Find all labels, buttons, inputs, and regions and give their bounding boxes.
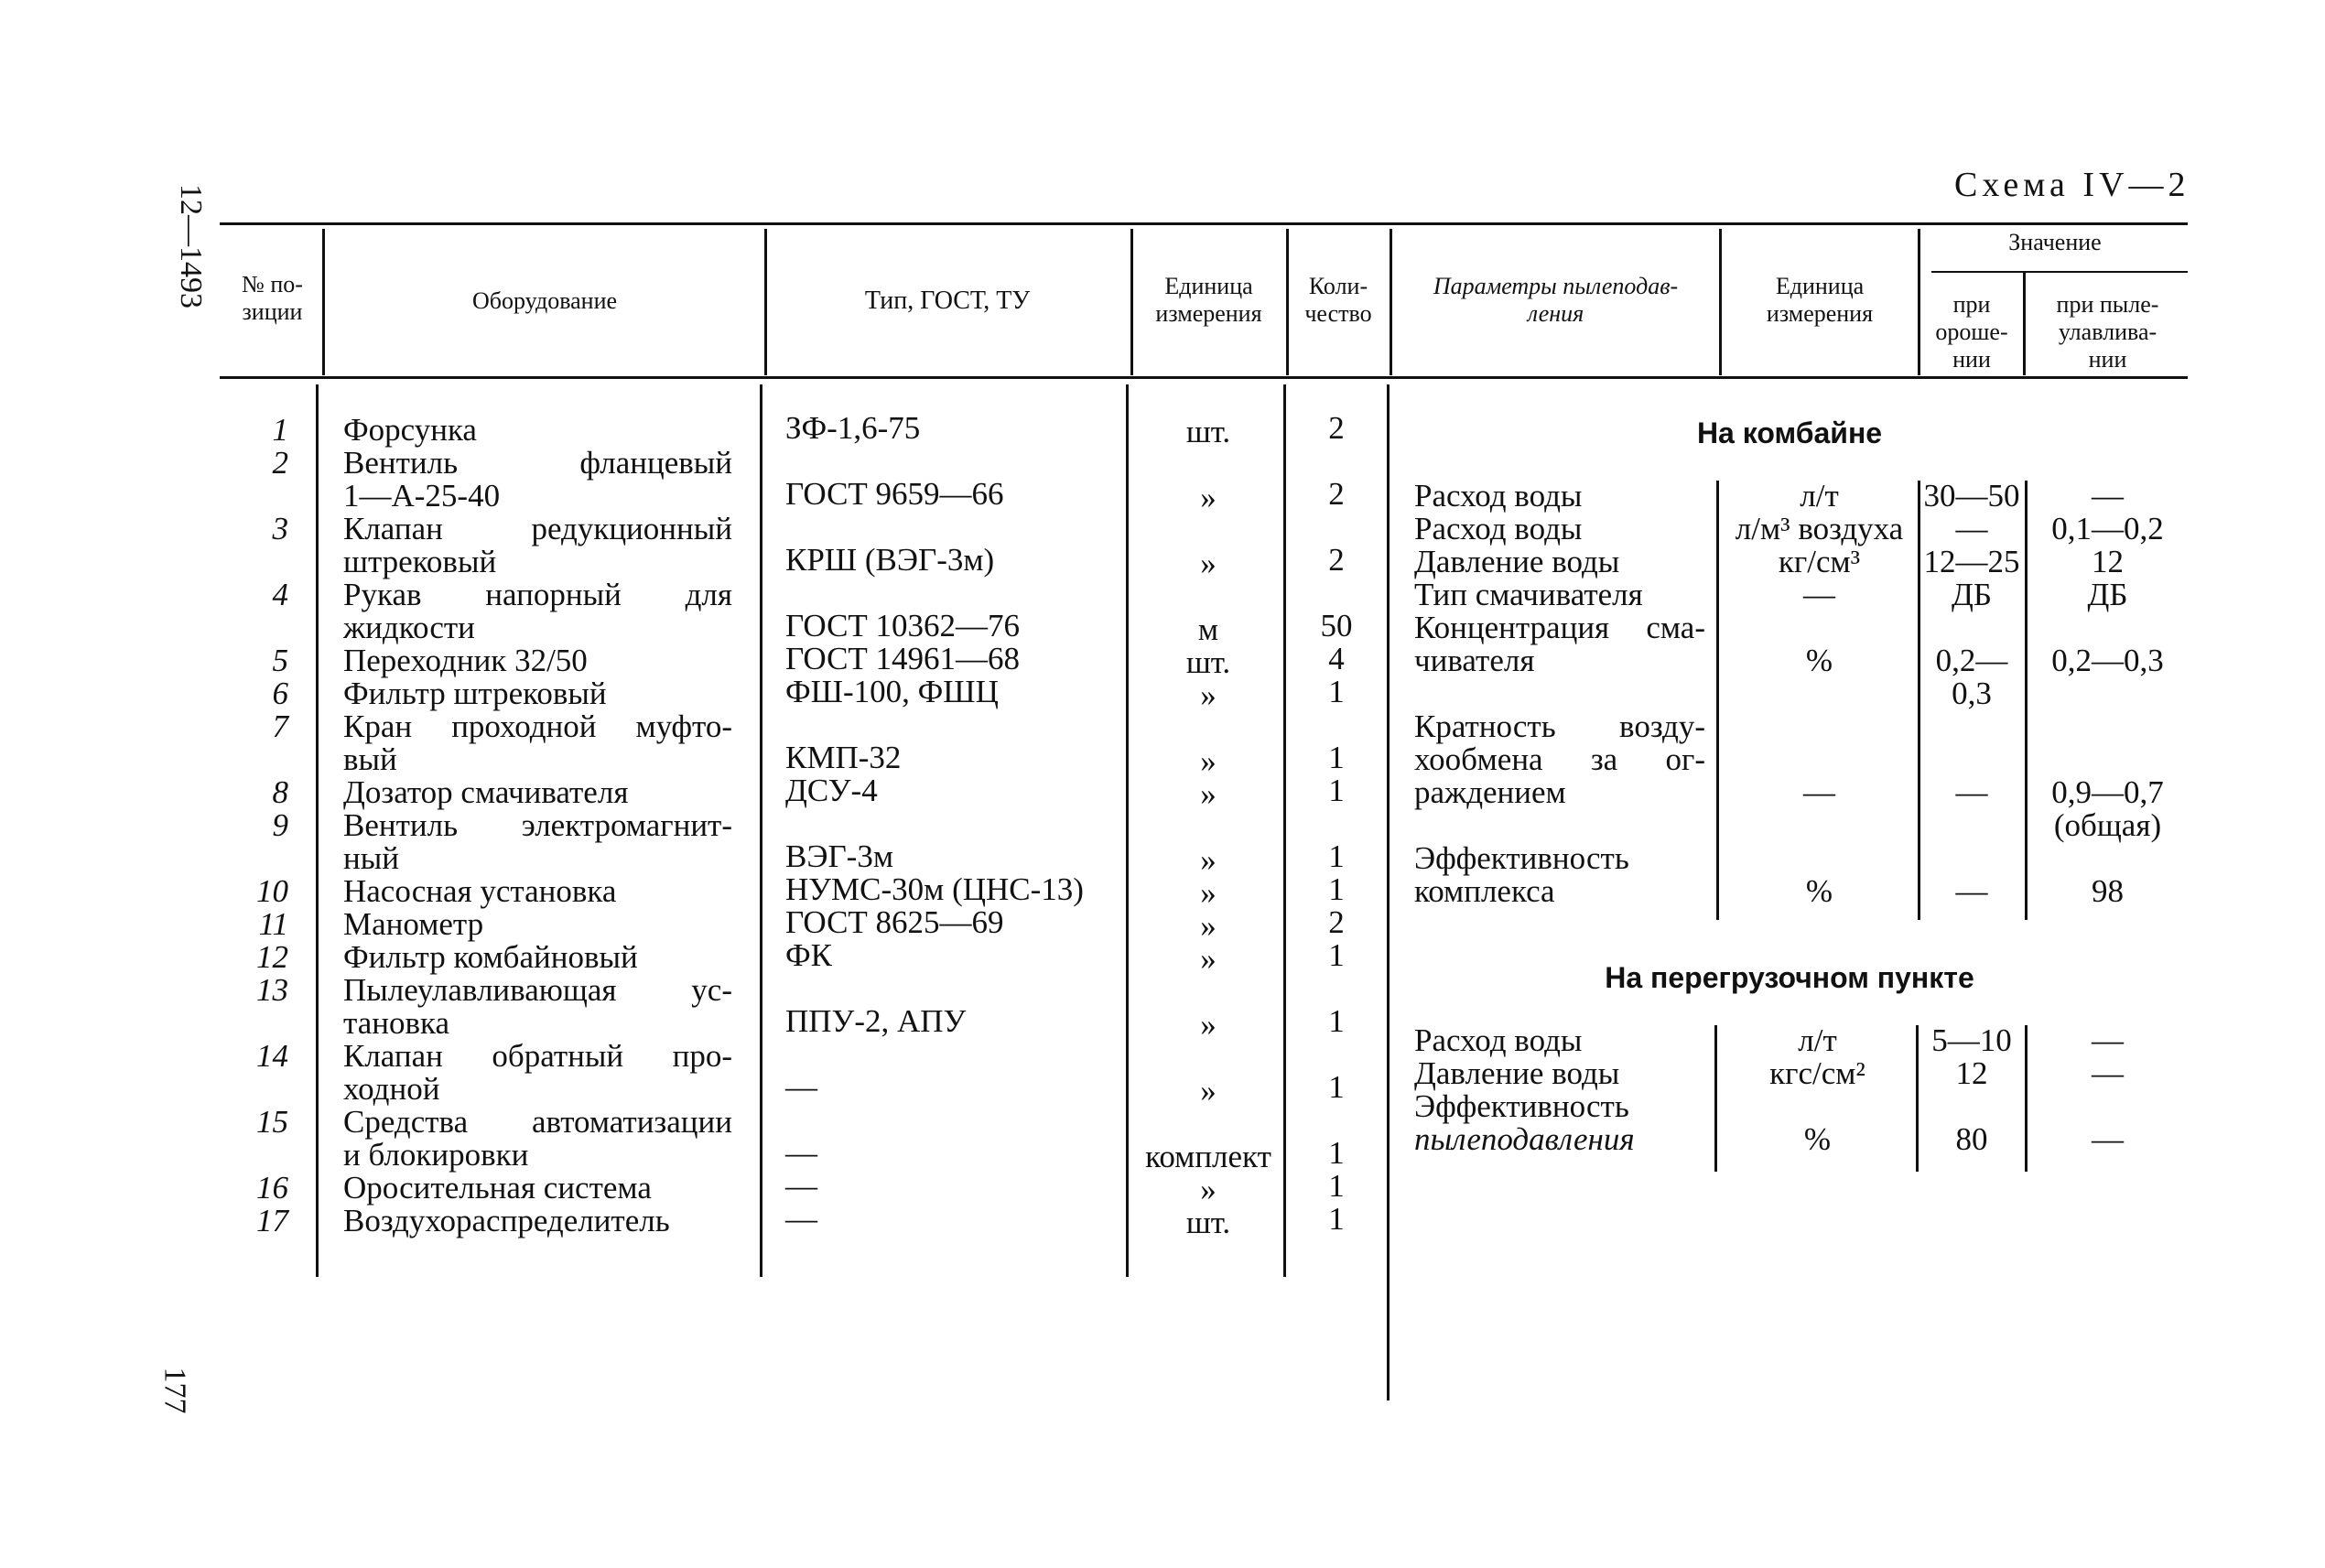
value-irrigation: 12 <box>1955 1055 1988 1091</box>
equipment-type: ЗФ-1,6-75 <box>785 410 921 446</box>
equipment-type: ГОСТ 9659—66 <box>785 476 1004 512</box>
value-dust: 0,1—0,2 <box>2051 511 2164 546</box>
equipment-unit: » <box>1200 1007 1217 1043</box>
value-irrigation: 5—10 <box>1931 1022 2012 1058</box>
value-irrigation: — <box>1955 511 1988 546</box>
parameter-name: Давление воды <box>1414 1055 1620 1091</box>
value-irrigation: — <box>1955 873 1988 909</box>
parameter-unit: кг/см³ <box>1778 544 1861 579</box>
col-rule <box>1390 229 1392 375</box>
equipment-name: Манометр <box>343 906 484 942</box>
equipment-unit: шт. <box>1185 414 1231 449</box>
equipment-name: Форсунка <box>343 412 477 448</box>
equipment-type: ГОСТ 8625—69 <box>785 904 1004 940</box>
parameter-name: Тип смачивателя <box>1414 577 1643 612</box>
equipment-unit: » <box>1200 677 1217 713</box>
value-dust: — <box>2092 1121 2124 1157</box>
equipment-name: Клапан обратный про- <box>343 1038 732 1074</box>
value-subheader-rule <box>1931 271 2188 273</box>
equipment-unit: » <box>1200 1073 1217 1108</box>
equipment-quantity: 4 <box>1328 641 1345 676</box>
header-quantity: Коли- чество <box>1304 273 1372 327</box>
value-irrigation: 0,3 <box>1952 676 1992 711</box>
value-dust: ДБ <box>2087 577 2128 612</box>
header-value-irrigation: при ороше- нии <box>1935 291 2008 373</box>
equipment-quantity: 2 <box>1328 904 1345 940</box>
parameter-name: пылеподавления <box>1414 1121 1635 1157</box>
equipment-name: Насосная установка <box>343 873 617 909</box>
equipment-name: Вентиль фланцевый <box>343 445 732 481</box>
equipment-quantity: 1 <box>1328 871 1345 907</box>
equipment-quantity: 50 <box>1320 608 1353 643</box>
equipment-name: Рукав напорный для <box>343 577 732 612</box>
value-irrigation: 30—50 <box>1923 478 2020 514</box>
equipment-quantity: 1 <box>1328 937 1345 973</box>
page-number: 177 <box>157 1367 192 1414</box>
row-number: 7 <box>272 708 288 744</box>
equipment-unit: » <box>1200 1172 1217 1207</box>
equipment-name: и блокировки <box>343 1137 529 1173</box>
equipment-quantity: 2 <box>1328 410 1345 446</box>
equipment-quantity: 1 <box>1328 674 1345 709</box>
value-dust: 0,2—0,3 <box>2051 643 2164 678</box>
header-type: Тип, ГОСТ, ТУ <box>864 287 1031 315</box>
equipment-name: вый <box>343 741 397 777</box>
parameter-unit: кгс/см² <box>1769 1055 1865 1091</box>
header-parameters: Параметры пылеподав- ления <box>1433 273 1679 327</box>
row-number: 9 <box>272 807 288 843</box>
parameter-name: чивателя <box>1414 643 1535 678</box>
equipment-name: ный <box>343 840 399 876</box>
parameter-name: комплекса <box>1414 873 1555 909</box>
equipment-quantity: 1 <box>1328 740 1345 775</box>
row-number: 13 <box>256 972 288 1008</box>
row-number: 8 <box>272 774 288 810</box>
row-number: 6 <box>272 676 288 711</box>
equipment-name: Фильтр штрековый <box>343 676 607 711</box>
scheme-title: Схема IV—2 <box>1954 166 2190 204</box>
parameter-unit: % <box>1803 1121 1832 1157</box>
equipment-name: тановка <box>343 1005 450 1041</box>
value-irrigation: ДБ <box>1952 577 1992 612</box>
value-dust: 0,9—0,7 <box>2051 774 2164 810</box>
equipment-quantity: 2 <box>1328 476 1345 512</box>
equipment-unit: » <box>1200 842 1217 878</box>
parameter-name: Кратность возду- <box>1414 708 1705 744</box>
parameter-unit: л/м³ воздуха <box>1735 511 1904 546</box>
equipment-type: — <box>785 1168 817 1204</box>
col-rule <box>760 384 762 1277</box>
equipment-type: ДСУ-4 <box>785 773 878 808</box>
equipment-type: ФК <box>785 937 832 973</box>
equipment-type: ФШ-100, ФШЦ <box>785 674 999 709</box>
equipment-name: Дозатор смачивателя <box>343 774 629 810</box>
equipment-unit: » <box>1200 546 1217 581</box>
equipment-quantity: 1 <box>1328 1201 1345 1237</box>
col-rule <box>1719 229 1722 375</box>
parameter-unit: % <box>1805 873 1833 909</box>
equipment-name: ходной <box>343 1071 440 1107</box>
row-number: 4 <box>272 577 288 612</box>
table-top-rule <box>220 222 2188 225</box>
parameter-unit: л/т <box>1798 1022 1837 1058</box>
parameter-unit: % <box>1805 643 1833 678</box>
equipment-name: 1—А-25-40 <box>343 478 501 514</box>
equipment-quantity: 1 <box>1328 773 1345 808</box>
equipment-unit: » <box>1200 875 1217 911</box>
equipment-unit: » <box>1200 776 1217 812</box>
equipment-type: ВЭГ-3м <box>785 838 893 874</box>
equipment-type: КМП-32 <box>785 740 902 775</box>
value-irrigation: 12—25 <box>1923 544 2020 579</box>
equipment-type: НУМС-30м (ЦНС-13) <box>785 871 1084 907</box>
equipment-quantity: 1 <box>1328 838 1345 874</box>
value-irrigation: 0,2— <box>1935 643 2008 678</box>
equipment-name: штрековый <box>343 544 497 579</box>
row-number: 5 <box>272 643 288 678</box>
col-rule <box>1918 229 1920 375</box>
value-dust: 12 <box>2092 544 2124 579</box>
equipment-unit: » <box>1200 941 1217 977</box>
value-irrigation: 80 <box>1955 1121 1988 1157</box>
col-rule <box>1126 384 1129 1277</box>
header-bottom-rule <box>220 376 2188 379</box>
equipment-type: КРШ (ВЭГ-3м) <box>785 542 995 578</box>
equipment-unit: » <box>1200 908 1217 944</box>
header-unit: Единица измерения <box>1155 273 1262 327</box>
equipment-unit: шт. <box>1185 644 1231 680</box>
col-rule <box>764 229 767 375</box>
equipment-name: Средства автоматизации <box>343 1104 732 1140</box>
parameter-name: раждением <box>1414 774 1566 810</box>
equipment-name: жидкости <box>343 610 475 645</box>
equipment-type: ГОСТ 14961—68 <box>785 641 1021 676</box>
row-number: 3 <box>272 511 288 546</box>
row-number: 10 <box>256 873 288 909</box>
value-irrigation: — <box>1955 774 1988 810</box>
row-number: 11 <box>258 906 288 942</box>
parameter-name: Расход воды <box>1414 511 1583 546</box>
col-rule <box>1387 384 1390 1400</box>
row-number: 16 <box>256 1170 288 1206</box>
value-dust: — <box>2092 478 2124 514</box>
row-number: 17 <box>256 1203 288 1238</box>
row-number: 15 <box>256 1104 288 1140</box>
header-position: № по- зиции <box>242 271 303 325</box>
value-dust: (общая) <box>2053 807 2162 843</box>
equipment-type: — <box>785 1069 817 1105</box>
equipment-name: Пылеулавливающая ус- <box>343 972 732 1008</box>
side-code: 12—1493 <box>174 184 208 308</box>
equipment-name: Воздухораспределитель <box>343 1203 670 1238</box>
equipment-name: Вентиль электромагнит- <box>343 807 732 843</box>
equipment-name: Фильтр комбайновый <box>343 939 638 975</box>
parameter-name: Концентрация сма- <box>1414 610 1705 645</box>
col-rule <box>1714 1025 1717 1172</box>
value-dust: — <box>2092 1055 2124 1091</box>
equipment-type: — <box>785 1135 817 1171</box>
equipment-unit: шт. <box>1185 1205 1231 1240</box>
equipment-unit: комплект <box>1145 1139 1271 1174</box>
equipment-unit: » <box>1200 480 1217 515</box>
equipment-quantity: 1 <box>1328 1069 1345 1105</box>
equipment-name: Кран проходной муфто- <box>343 708 732 744</box>
equipment-type: ППУ-2, АПУ <box>785 1003 967 1039</box>
col-rule <box>316 384 319 1277</box>
parameter-unit: — <box>1803 774 1835 810</box>
col-rule <box>2023 273 2026 375</box>
col-rule <box>1916 1025 1919 1172</box>
equipment-type: ГОСТ 10362—76 <box>785 608 1021 643</box>
parameter-name: хообмена за ог- <box>1414 741 1705 777</box>
row-number: 14 <box>256 1038 288 1074</box>
col-rule <box>1716 481 1719 920</box>
parameter-name: Эффективность <box>1414 840 1629 876</box>
section-combine-title: На комбайне <box>1696 416 1883 449</box>
parameter-name: Расход воды <box>1414 478 1583 514</box>
equipment-quantity: 1 <box>1328 1135 1345 1171</box>
row-number: 1 <box>272 412 288 448</box>
parameter-name: Эффективность <box>1414 1088 1629 1124</box>
equipment-unit: м <box>1197 611 1219 647</box>
parameter-name: Расход воды <box>1414 1022 1583 1058</box>
row-number: 2 <box>272 445 288 481</box>
header-param-unit: Единица измерения <box>1766 273 1874 327</box>
section-transfer-title: На перегрузочном пункте <box>1605 961 1974 994</box>
col-rule <box>322 229 325 375</box>
parameter-unit: — <box>1803 577 1835 612</box>
row-number: 12 <box>256 939 288 975</box>
equipment-quantity: 1 <box>1328 1168 1345 1204</box>
value-dust: — <box>2092 1022 2124 1058</box>
header-value-dust: при пыле- улавлива- нии <box>2056 291 2159 373</box>
parameter-name: Давление воды <box>1414 544 1620 579</box>
value-dust: 98 <box>2092 873 2124 909</box>
equipment-type: — <box>785 1201 817 1237</box>
equipment-unit: » <box>1200 743 1217 779</box>
equipment-quantity: 1 <box>1328 1003 1345 1039</box>
equipment-name: Оросительная система <box>343 1170 652 1206</box>
equipment-quantity: 2 <box>1328 542 1345 578</box>
parameter-unit: л/т <box>1800 478 1839 514</box>
equipment-name: Клапан редукционный <box>343 511 732 546</box>
equipment-name: Переходник 32/50 <box>343 643 588 678</box>
header-equipment: Оборудование <box>471 287 618 314</box>
header-value: Значение <box>2008 229 2102 255</box>
